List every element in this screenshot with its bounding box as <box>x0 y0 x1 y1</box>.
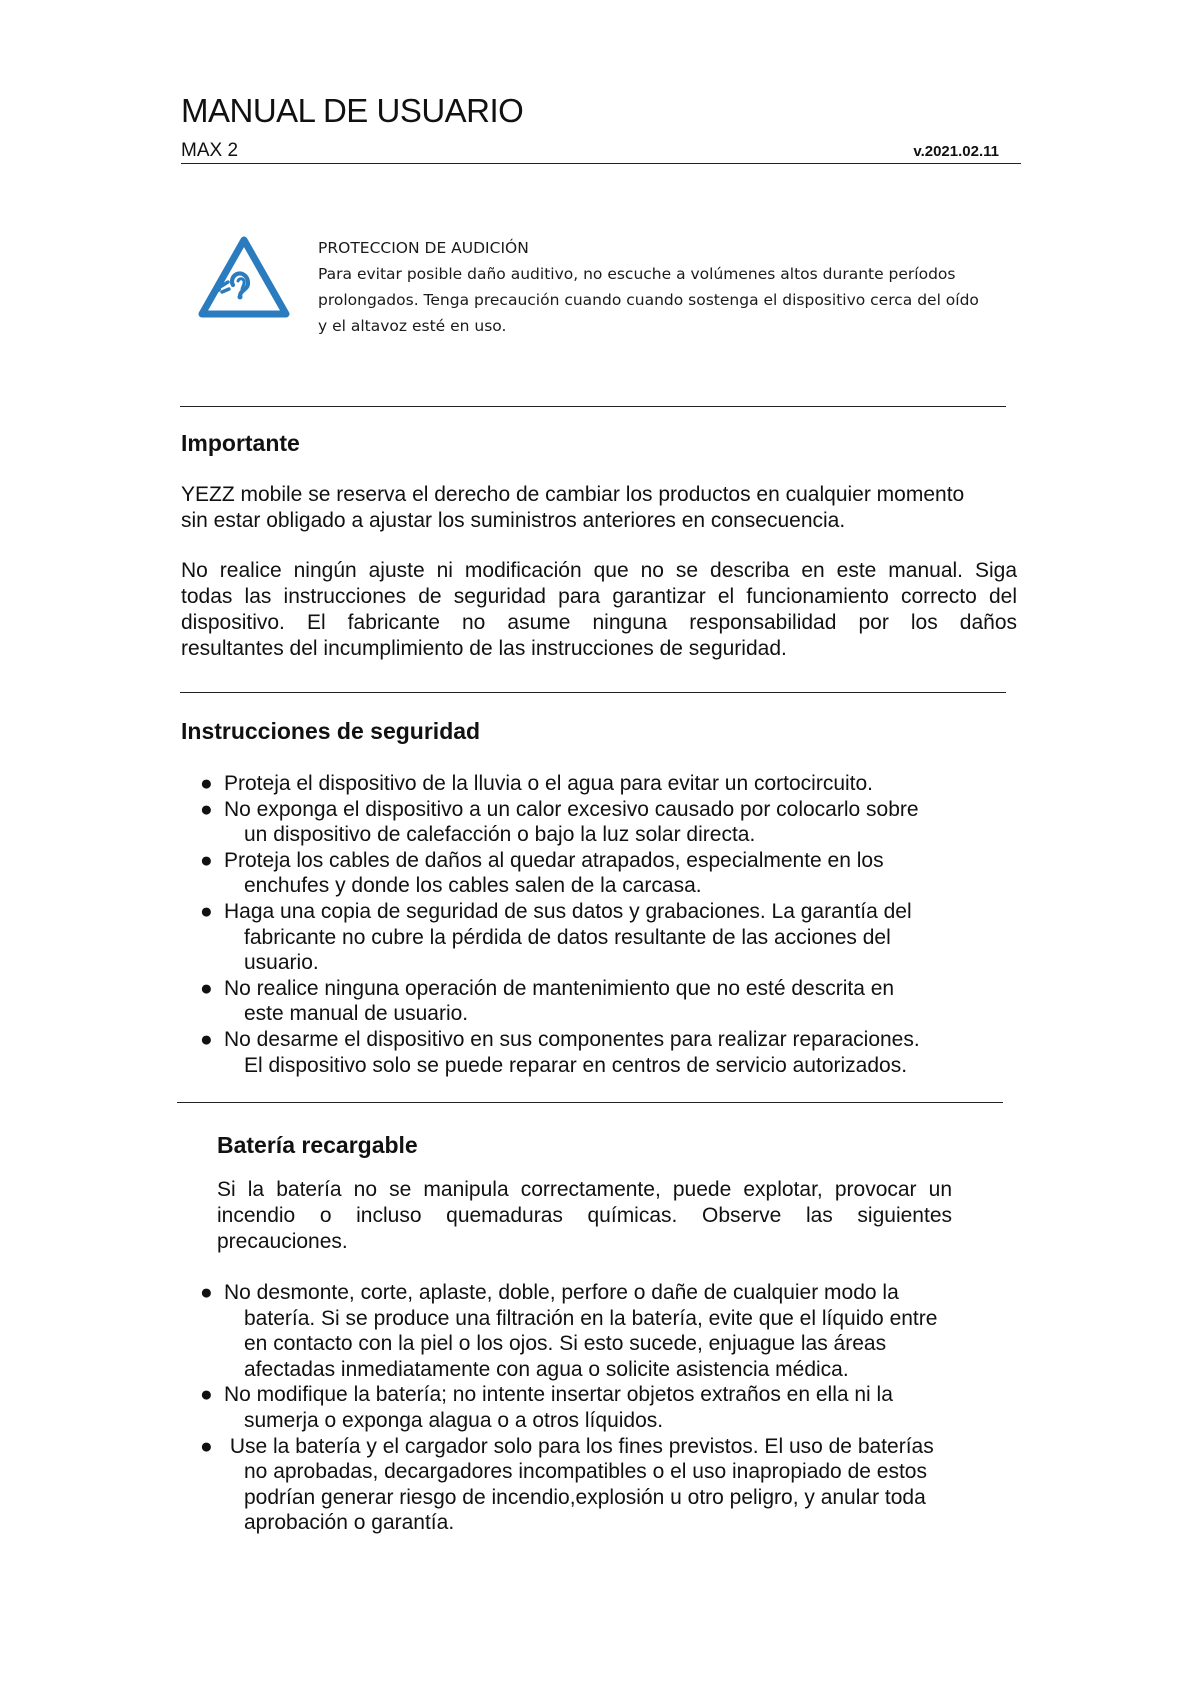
paragraph-line: precauciones. <box>217 1230 348 1253</box>
list-item-text: este manual de usuario. <box>244 1002 469 1026</box>
list-item-text: aprobación o garantía. <box>244 1511 455 1535</box>
list-item-text: afectadas inmediatamente con agua o solicite asistencia médica. <box>244 1357 849 1381</box>
list-item-text: enchufes y donde los cables salen de la carcasa. <box>244 874 702 898</box>
version-label: v.2021.02.11 <box>913 143 999 160</box>
list-item <box>181 1280 1021 1382</box>
list-item-text: Use la batería y el cargador solo para los fines previstos. El uso de baterías <box>224 1434 934 1458</box>
hearing-line: Para evitar posible daño auditivo, no escuche a volúmenes altos durante períodos <box>318 265 956 283</box>
list-item-text: No desarme el dispositivo en sus componentes para realizar reparaciones. <box>224 1027 920 1051</box>
hearing-protection-warning-icon <box>196 234 292 322</box>
document-title: MANUAL DE USUARIO <box>181 92 524 129</box>
section-title-seguridad: Instrucciones de seguridad <box>181 718 481 744</box>
list-item-text: un dispositivo de calefacción o bajo la luz solar directa. <box>244 823 756 847</box>
bullet-icon: ● <box>200 899 213 923</box>
list-item <box>181 848 1021 899</box>
list-item-text: Proteja los cables de daños al quedar atrapados, especialmente en los <box>224 848 884 872</box>
list-item <box>181 797 1021 848</box>
divider <box>180 406 1006 407</box>
list-item-text: Proteja el dispositivo de la lluvia o el agua para evitar un cortocircuito. <box>224 772 874 795</box>
list-item-text: No realice ninguna operación de mantenimiento que no esté descrita en <box>224 976 895 1000</box>
paragraph-line: sin estar obligado a ajustar los suministros anteriores en consecuencia. <box>181 509 846 532</box>
list-item <box>181 1382 1021 1433</box>
paragraph-line: No realice ningún ajuste ni modificación que no se describa en este manual. Siga <box>181 559 1017 582</box>
bullet-icon: ● <box>200 1434 213 1458</box>
bullet-icon: ● <box>200 848 213 872</box>
list-item-text: usuario. <box>244 951 319 975</box>
list-item <box>181 899 1021 976</box>
hearing-protection-text <box>318 235 1038 339</box>
importante-paragraph-2 <box>181 558 1017 662</box>
paragraph-line: todas las instrucciones de seguridad para garantizar el funcionamiento correcto del <box>181 585 1017 608</box>
paragraph-line: resultantes del incumplimiento de las instrucciones de seguridad. <box>181 637 787 660</box>
list-item-text: No exponga el dispositivo a un calor excesivo causado por colocarlo sobre <box>224 797 919 821</box>
battery-precautions-list <box>181 1280 1021 1536</box>
list-item-text: no aprobadas, decargadores incompatibles o el uso inapropiado de estos <box>244 1460 927 1484</box>
list-item-text: No modifique la batería; no intente insertar objetos extraños en ella ni la <box>224 1383 893 1407</box>
paragraph-line: YEZZ mobile se reserva el derecho de cambiar los productos en cualquier momento <box>181 483 965 506</box>
list-item-text: El dispositivo solo se puede reparar en centros de servicio autorizados. <box>244 1053 908 1077</box>
list-item-text: en contacto con la piel o los ojos. Si esto sucede, enjuague las áreas <box>244 1332 887 1356</box>
section-title-importante: Importante <box>181 430 300 456</box>
list-item-text: Haga una copia de seguridad de sus datos y grabaciones. La garantía del <box>224 899 912 923</box>
bullet-icon: ● <box>200 1281 213 1304</box>
list-item-text: batería. Si se produce una filtración en la batería, evite que el líquido entre <box>244 1306 938 1330</box>
list-item-text: No desmonte, corte, aplaste, doble, perfore o dañe de cualquier modo la <box>224 1281 899 1304</box>
bullet-icon: ● <box>200 1027 213 1051</box>
divider <box>180 692 1006 693</box>
hearing-protection-title: PROTECCION DE AUDICIÓN <box>318 239 529 257</box>
divider <box>177 1102 1003 1103</box>
list-item <box>181 1434 1021 1536</box>
hearing-line: y el altavoz esté en uso. <box>318 317 507 335</box>
paragraph-line: Si la batería no se manipula correctamente, puede explotar, provocar un <box>217 1178 952 1201</box>
importante-paragraph-1 <box>181 482 1017 534</box>
list-item-text: fabricante no cubre la pérdida de datos resultante de las acciones del <box>244 925 891 949</box>
bullet-icon: ● <box>200 1383 213 1407</box>
hearing-line: prolongados. Tenga precaución cuando cuando sostenga el dispositivo cerca del oído <box>318 291 979 309</box>
model-name: MAX 2 <box>181 140 239 161</box>
list-item-text: podrían generar riesgo de incendio,explosión u otro peligro, y anular toda <box>244 1485 926 1509</box>
section-title-bateria: Batería recargable <box>217 1132 418 1158</box>
bullet-icon: ● <box>200 797 213 821</box>
bullet-icon: ● <box>200 976 213 1000</box>
list-item <box>181 1027 1021 1078</box>
paragraph-line: dispositivo. El fabricante no asume ninguna responsabilidad por los daños <box>181 611 1017 634</box>
bullet-icon: ● <box>200 772 213 795</box>
list-item-text: sumerja o exponga alagua o a otros líquidos. <box>244 1408 664 1432</box>
bateria-intro-paragraph <box>217 1177 952 1255</box>
list-item <box>181 976 1021 1027</box>
list-item <box>181 771 1021 797</box>
header-row <box>181 141 1021 164</box>
paragraph-line: incendio o incluso quemaduras químicas. Observe las siguientes <box>217 1204 952 1227</box>
safety-instructions-list <box>181 771 1021 1078</box>
